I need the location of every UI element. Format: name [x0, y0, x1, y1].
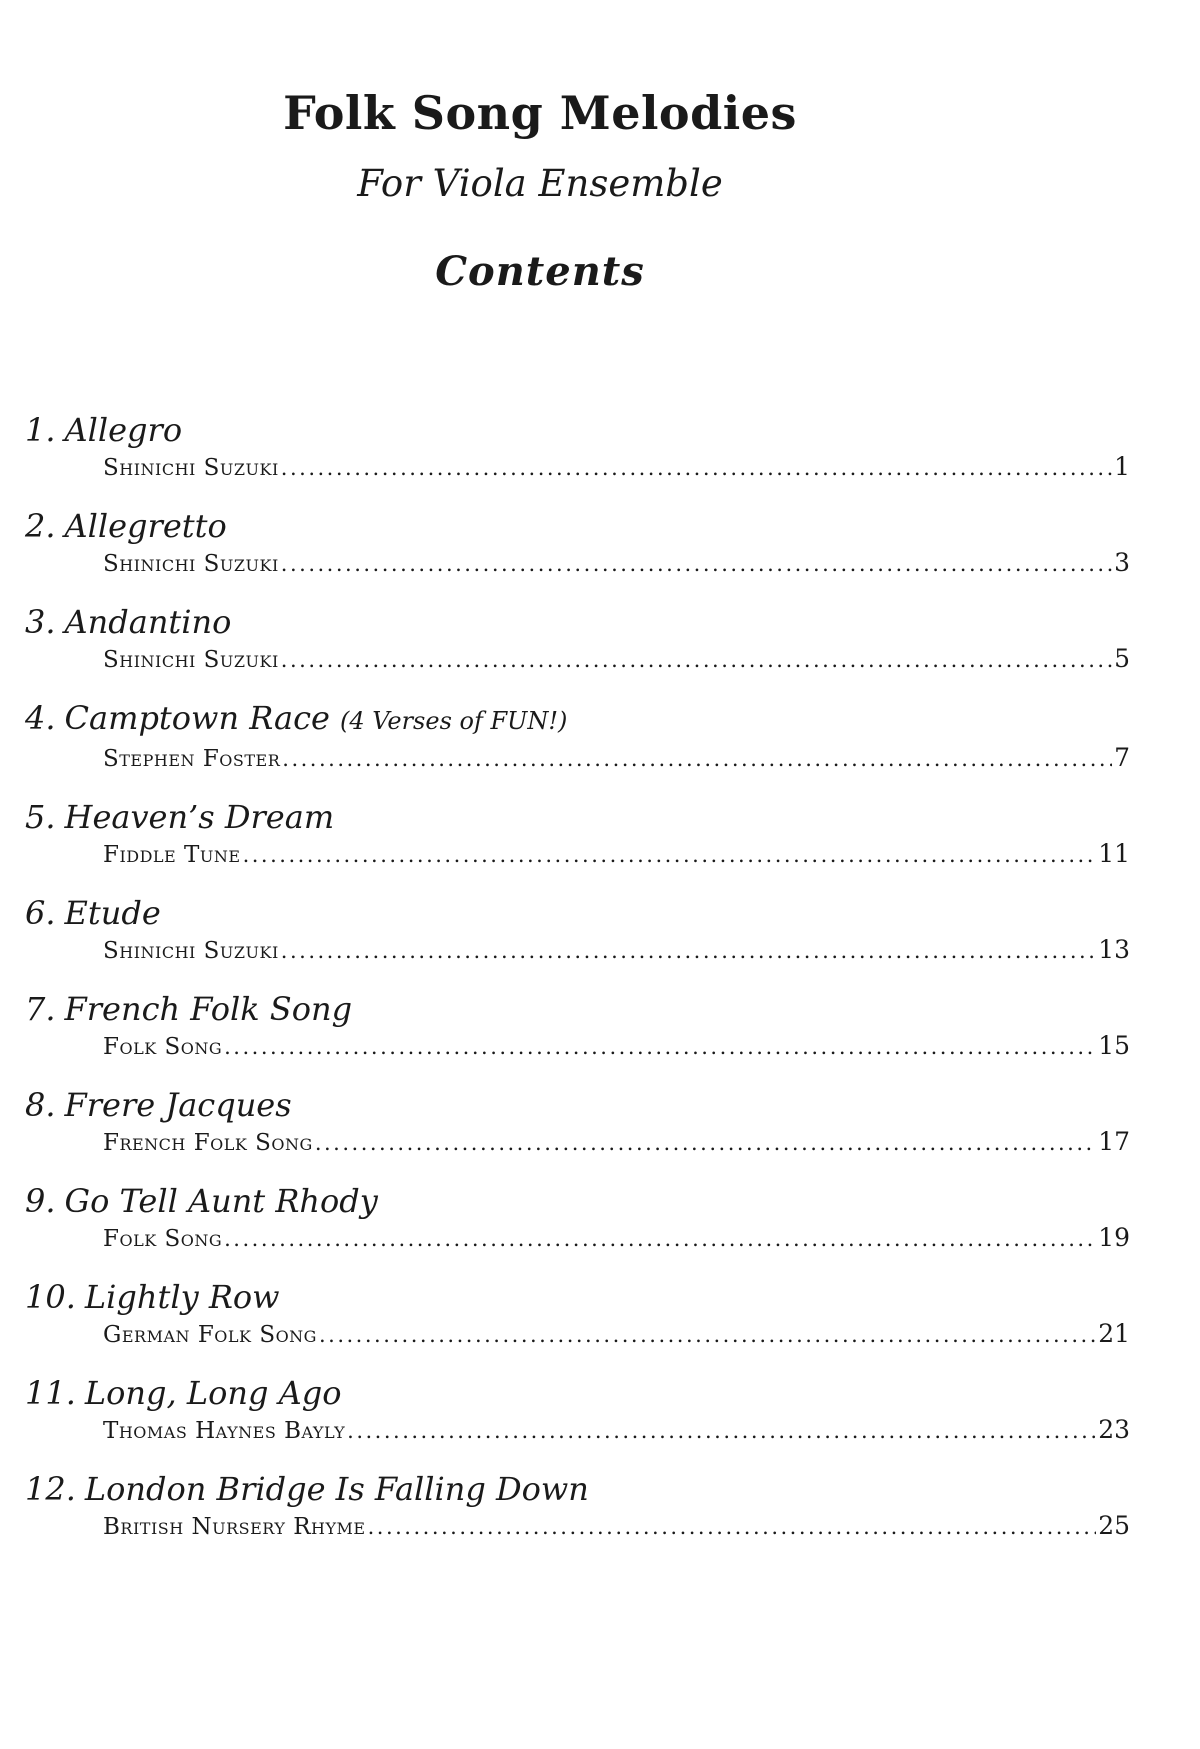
entry-title: Camptown Race [64, 698, 330, 737]
dot-leader [281, 452, 1112, 484]
dot-leader [282, 743, 1112, 775]
entry-title-line [25, 601, 1130, 643]
entry-number: 5. [25, 797, 56, 836]
entry-number: 4. [25, 698, 56, 737]
dot-leader [224, 1031, 1096, 1063]
toc-entry [25, 1276, 1130, 1351]
entry-title-line [25, 1468, 1130, 1510]
toc-list [25, 409, 1130, 1543]
entry-composer: Shinichi Suzuki [103, 454, 279, 481]
dot-leader [347, 1415, 1096, 1447]
entry-detail-line [25, 1222, 1130, 1255]
dot-leader [243, 839, 1097, 871]
entry-title-line [25, 505, 1130, 547]
entry-title: London Bridge Is Falling Down [84, 1469, 589, 1508]
entry-page-number: 25 [1098, 1510, 1130, 1540]
entry-number: 6. [25, 893, 56, 932]
entry-number: 1. [25, 410, 56, 449]
toc-entry [25, 892, 1130, 967]
entry-composer: Shinichi Suzuki [103, 646, 279, 673]
entry-number: 7. [25, 989, 56, 1028]
dot-leader [368, 1511, 1097, 1543]
entry-detail-line [25, 742, 1130, 775]
entry-detail-line [25, 1510, 1130, 1543]
entry-title: Go Tell Aunt Rhody [64, 1181, 378, 1220]
entry-title: Andantino [64, 602, 232, 641]
entry-composer: British Nursery Rhyme [103, 1513, 366, 1540]
entry-title: Allegro [64, 410, 183, 449]
entry-number: 2. [25, 506, 56, 545]
entry-composer: Shinichi Suzuki [103, 937, 279, 964]
entry-title: Etude [64, 893, 161, 932]
entry-composer: Shinichi Suzuki [103, 550, 279, 577]
toc-entry [25, 601, 1130, 676]
entry-page-number: 15 [1098, 1030, 1130, 1060]
toc-entry [25, 1180, 1130, 1255]
entry-title-line [25, 1084, 1130, 1126]
entry-detail-line [25, 643, 1130, 676]
entry-page-number: 17 [1098, 1126, 1130, 1156]
entry-composer: Fiddle Tune [103, 841, 241, 868]
entry-detail-line [25, 934, 1130, 967]
toc-entry [25, 1468, 1130, 1543]
entry-title: Frere Jacques [64, 1085, 292, 1124]
entry-title-line [25, 697, 1130, 742]
entry-number: 9. [25, 1181, 56, 1220]
toc-entry [25, 1372, 1130, 1447]
entry-page-number: 11 [1098, 838, 1130, 868]
page-header [0, 0, 1080, 297]
entry-composer: French Folk Song [103, 1129, 313, 1156]
entry-composer: Thomas Haynes Bayly [103, 1417, 346, 1444]
toc-entry [25, 505, 1130, 580]
entry-title: Lightly Row [84, 1277, 280, 1316]
entry-detail-line [25, 838, 1130, 871]
entry-detail-line [25, 1318, 1130, 1351]
entry-detail-line [25, 547, 1130, 580]
toc-entry [25, 988, 1130, 1063]
entry-title-line [25, 1180, 1130, 1222]
entry-title: Allegretto [64, 506, 227, 545]
entry-page-number: 1 [1114, 451, 1130, 481]
entry-page-number: 13 [1098, 934, 1130, 964]
entry-page-number: 5 [1114, 643, 1130, 673]
entry-number: 11. [25, 1373, 76, 1412]
toc-entry [25, 697, 1130, 775]
dot-leader [319, 1319, 1096, 1351]
entry-number: 3. [25, 602, 56, 641]
book-title: Folk Song Melodies [283, 86, 797, 140]
entry-page-number: 3 [1114, 547, 1130, 577]
dot-leader [281, 548, 1112, 580]
entry-detail-line [25, 1126, 1130, 1159]
toc-entry [25, 1084, 1130, 1159]
entry-detail-line [25, 1030, 1130, 1063]
dot-leader [315, 1127, 1096, 1159]
entry-title-line [25, 1372, 1130, 1414]
entry-title-line [25, 1276, 1130, 1318]
entry-title: Heaven’s Dream [64, 797, 335, 836]
entry-title-line [25, 409, 1130, 451]
entry-detail-line [25, 1414, 1130, 1447]
entry-note: (4 Verses of FUN!) [339, 706, 568, 735]
entry-composer: Folk Song [103, 1033, 223, 1060]
entry-title-line [25, 892, 1130, 934]
entry-page-number: 19 [1098, 1222, 1130, 1252]
toc-entry [25, 409, 1130, 484]
book-subtitle: For Viola Ensemble [357, 161, 723, 205]
toc-entry [25, 796, 1130, 871]
entry-composer: Folk Song [103, 1225, 223, 1252]
entry-composer: Stephen Foster [103, 745, 281, 772]
contents-heading: Contents [435, 247, 645, 295]
entry-page-number: 23 [1098, 1414, 1130, 1444]
entry-title-line [25, 796, 1130, 838]
entry-page-number: 21 [1098, 1318, 1130, 1348]
dot-leader [224, 1223, 1096, 1255]
dot-leader [281, 935, 1096, 967]
dot-leader [281, 644, 1112, 676]
entry-composer: German Folk Song [103, 1321, 317, 1348]
entry-detail-line [25, 451, 1130, 484]
entry-number: 10. [25, 1277, 76, 1316]
entry-number: 8. [25, 1085, 56, 1124]
entry-number: 12. [25, 1469, 76, 1508]
entry-page-number: 7 [1114, 742, 1130, 772]
entry-title-line [25, 988, 1130, 1030]
entry-title: French Folk Song [64, 989, 353, 1028]
entry-title: Long, Long Ago [84, 1373, 342, 1412]
